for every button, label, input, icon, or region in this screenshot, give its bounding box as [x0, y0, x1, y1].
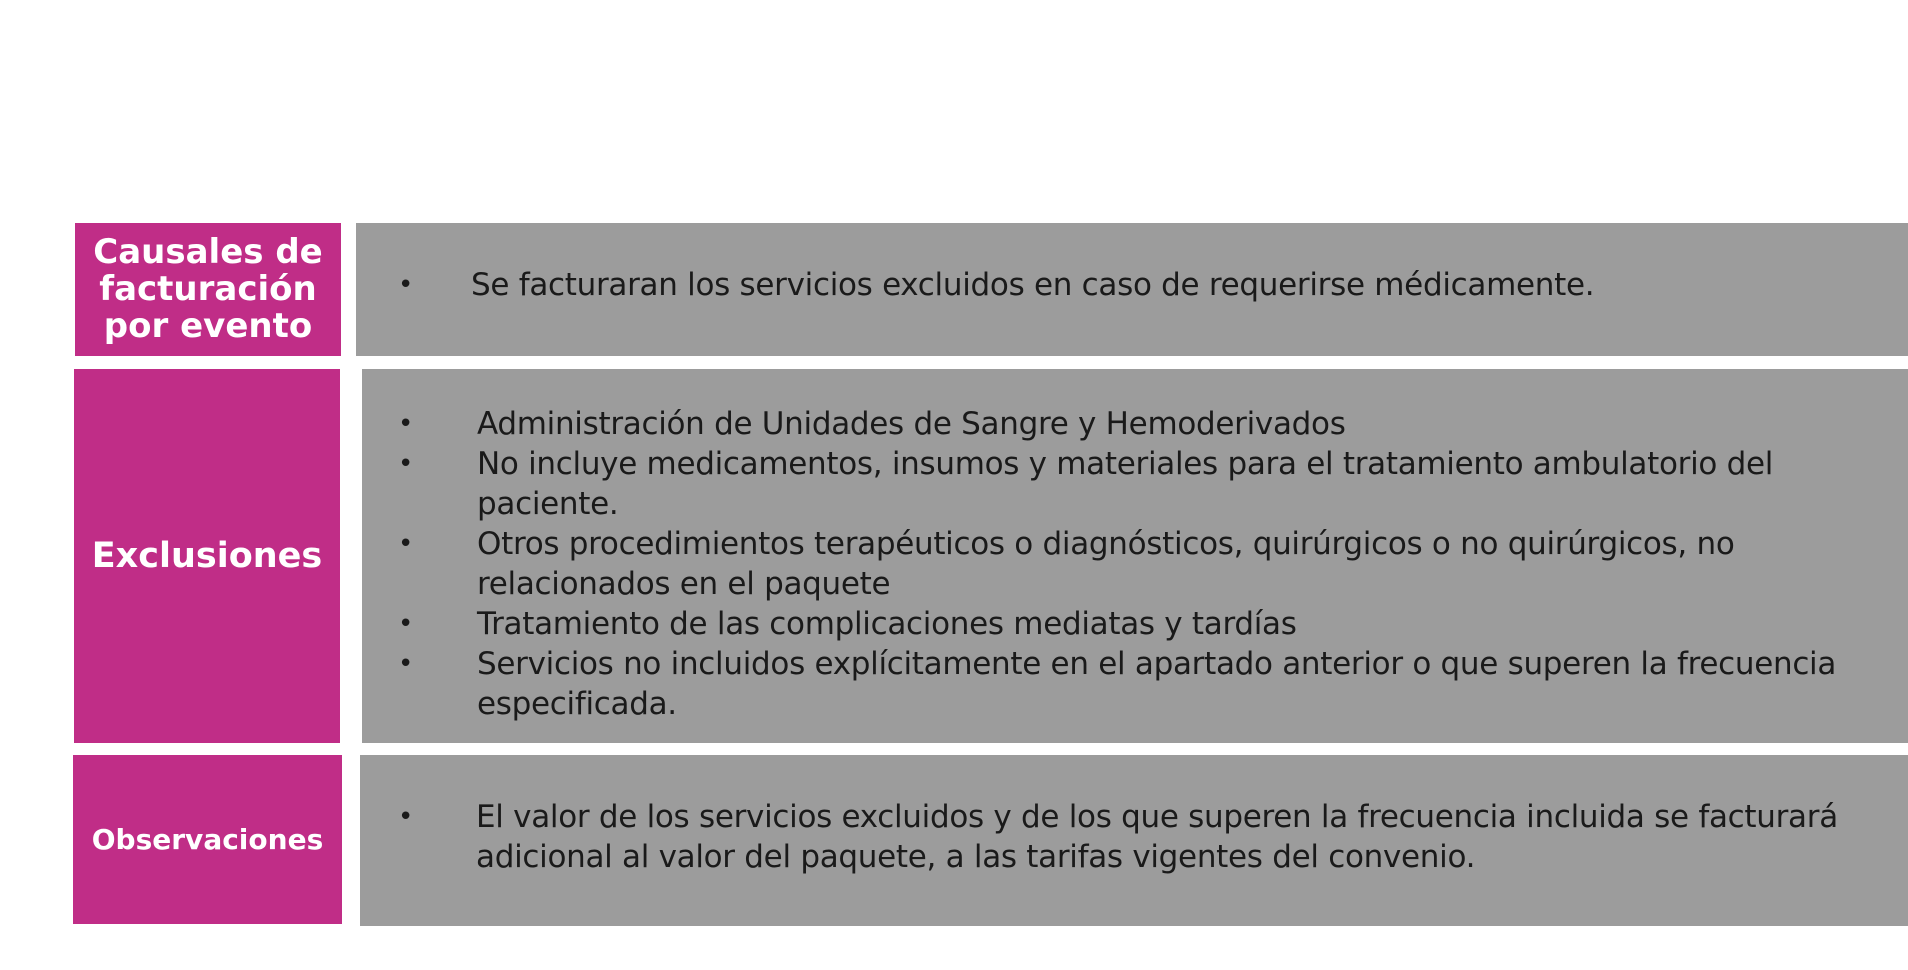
list-item — [362, 644, 1908, 724]
list-item — [362, 604, 1908, 644]
observaciones-list — [360, 797, 1908, 877]
exclusiones-content — [362, 369, 1908, 743]
list-item — [360, 797, 1908, 877]
list-item — [356, 265, 1908, 305]
list-item-text: Servicios no incluidos explícitamente en el apartado anterior o que superen la frecuencia especificada. — [477, 646, 1837, 722]
list-item-text: Se facturaran los servicios excluidos en caso de requerirse médicamente. — [471, 267, 1595, 303]
bullet-icon: • — [398, 802, 414, 832]
list-item-text: Otros procedimientos terapéuticos o diagnósticos, quirúrgicos o no quirúrgicos, no relacionados en el paquete — [477, 526, 1735, 602]
list-item-text: No incluye medicamentos, insumos y materiales para el tratamiento ambulatorio del paciente. — [477, 446, 1774, 522]
list-item-text: Tratamiento de las complicaciones mediatas y tardías — [477, 606, 1297, 642]
observaciones-label-text: Observaciones — [91, 823, 324, 856]
bullet-icon: • — [398, 270, 414, 300]
causales-label — [75, 223, 341, 356]
exclusiones-label — [74, 369, 340, 743]
observaciones-label — [73, 755, 342, 924]
bullet-icon: • — [398, 449, 414, 479]
exclusiones-label-text: Exclusiones — [91, 536, 323, 576]
causales-label-text: Causales de facturación por evento — [93, 232, 323, 346]
list-item-text: El valor de los servicios excluidos y de los que superen la frecuencia incluida se facturará adicional al valor del paquete, a las tarifas vigentes del convenio. — [476, 799, 1838, 875]
list-item — [362, 444, 1908, 524]
bullet-icon: • — [398, 409, 414, 439]
list-item — [362, 524, 1908, 604]
bullet-icon: • — [398, 649, 414, 679]
causales-content — [356, 223, 1908, 356]
list-item-text: Administración de Unidades de Sangre y Hemoderivados — [477, 406, 1346, 442]
bullet-icon: • — [398, 529, 414, 559]
observaciones-content — [360, 755, 1908, 926]
exclusiones-list — [362, 404, 1908, 724]
list-item — [362, 404, 1908, 444]
causales-list — [356, 265, 1908, 305]
bullet-icon: • — [398, 609, 414, 639]
